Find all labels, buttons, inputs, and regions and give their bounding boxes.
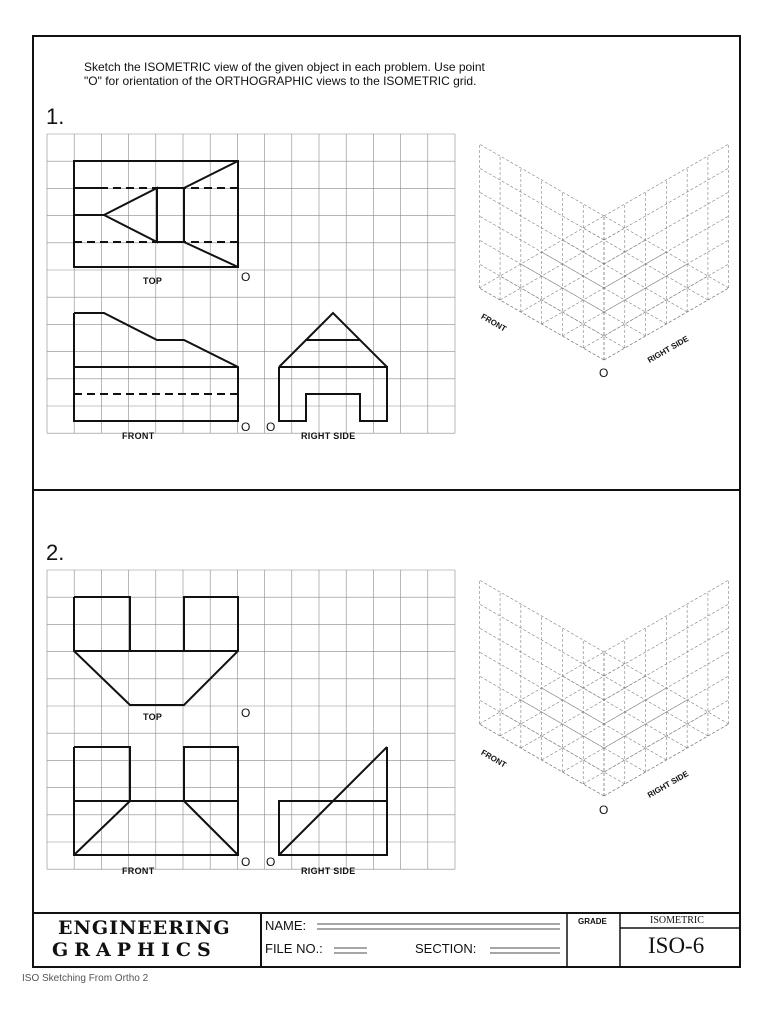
sheet-code: ISO-6 — [648, 933, 705, 958]
p2-right-view — [279, 747, 387, 855]
p1-front-label: FRONT — [122, 431, 155, 441]
p1-right-view — [279, 313, 387, 421]
ortho-grid-1 — [47, 134, 455, 433]
p1-front-origin: O — [241, 420, 251, 434]
isometric-grid-1 — [479, 144, 728, 360]
p2-iso-origin: O — [599, 803, 609, 817]
ortho-grid-2 — [47, 570, 455, 869]
p2-iso-front-label: FRONT — [479, 748, 508, 770]
subject-label: ISOMETRIC — [650, 915, 704, 926]
p1-right-origin: O — [266, 420, 276, 434]
name-field-label: NAME: — [265, 918, 307, 933]
p1-top-label: TOP — [143, 276, 163, 286]
footer-title-line2: GRAPHICS — [52, 939, 217, 961]
section-field-label: SECTION: — [415, 941, 477, 956]
p2-top-origin: O — [241, 706, 251, 720]
file-no-field-label: FILE NO.: — [265, 941, 323, 956]
problem-number-2: 2. — [46, 540, 65, 565]
problem-number-1: 1. — [46, 104, 65, 129]
grade-label: GRADE — [578, 917, 607, 926]
p2-front-label: FRONT — [122, 866, 155, 876]
p1-right-label: RIGHT SIDE — [301, 431, 356, 441]
p2-front-origin: O — [241, 855, 251, 869]
instructions-text: Sketch the ISOMETRIC view of the given object in each problem. Use point "O" for orientation of the ORTHOGRAPHIC views to the ISOMETRIC grid. — [84, 60, 485, 88]
p2-right-origin: O — [266, 855, 276, 869]
footer-title-line1: ENGINEERING — [58, 917, 231, 939]
p1-top-origin: O — [241, 270, 251, 284]
p1-iso-origin: O — [599, 366, 609, 380]
p2-top-label: TOP — [143, 712, 163, 722]
p2-right-label: RIGHT SIDE — [301, 866, 356, 876]
p1-iso-right-label: RIGHT SIDE — [646, 334, 691, 365]
page-caption: ISO Sketching From Ortho 2 — [22, 973, 149, 984]
isometric-grid-2 — [479, 580, 728, 796]
p2-iso-right-label: RIGHT SIDE — [646, 769, 691, 800]
p1-iso-front-label: FRONT — [479, 312, 508, 334]
